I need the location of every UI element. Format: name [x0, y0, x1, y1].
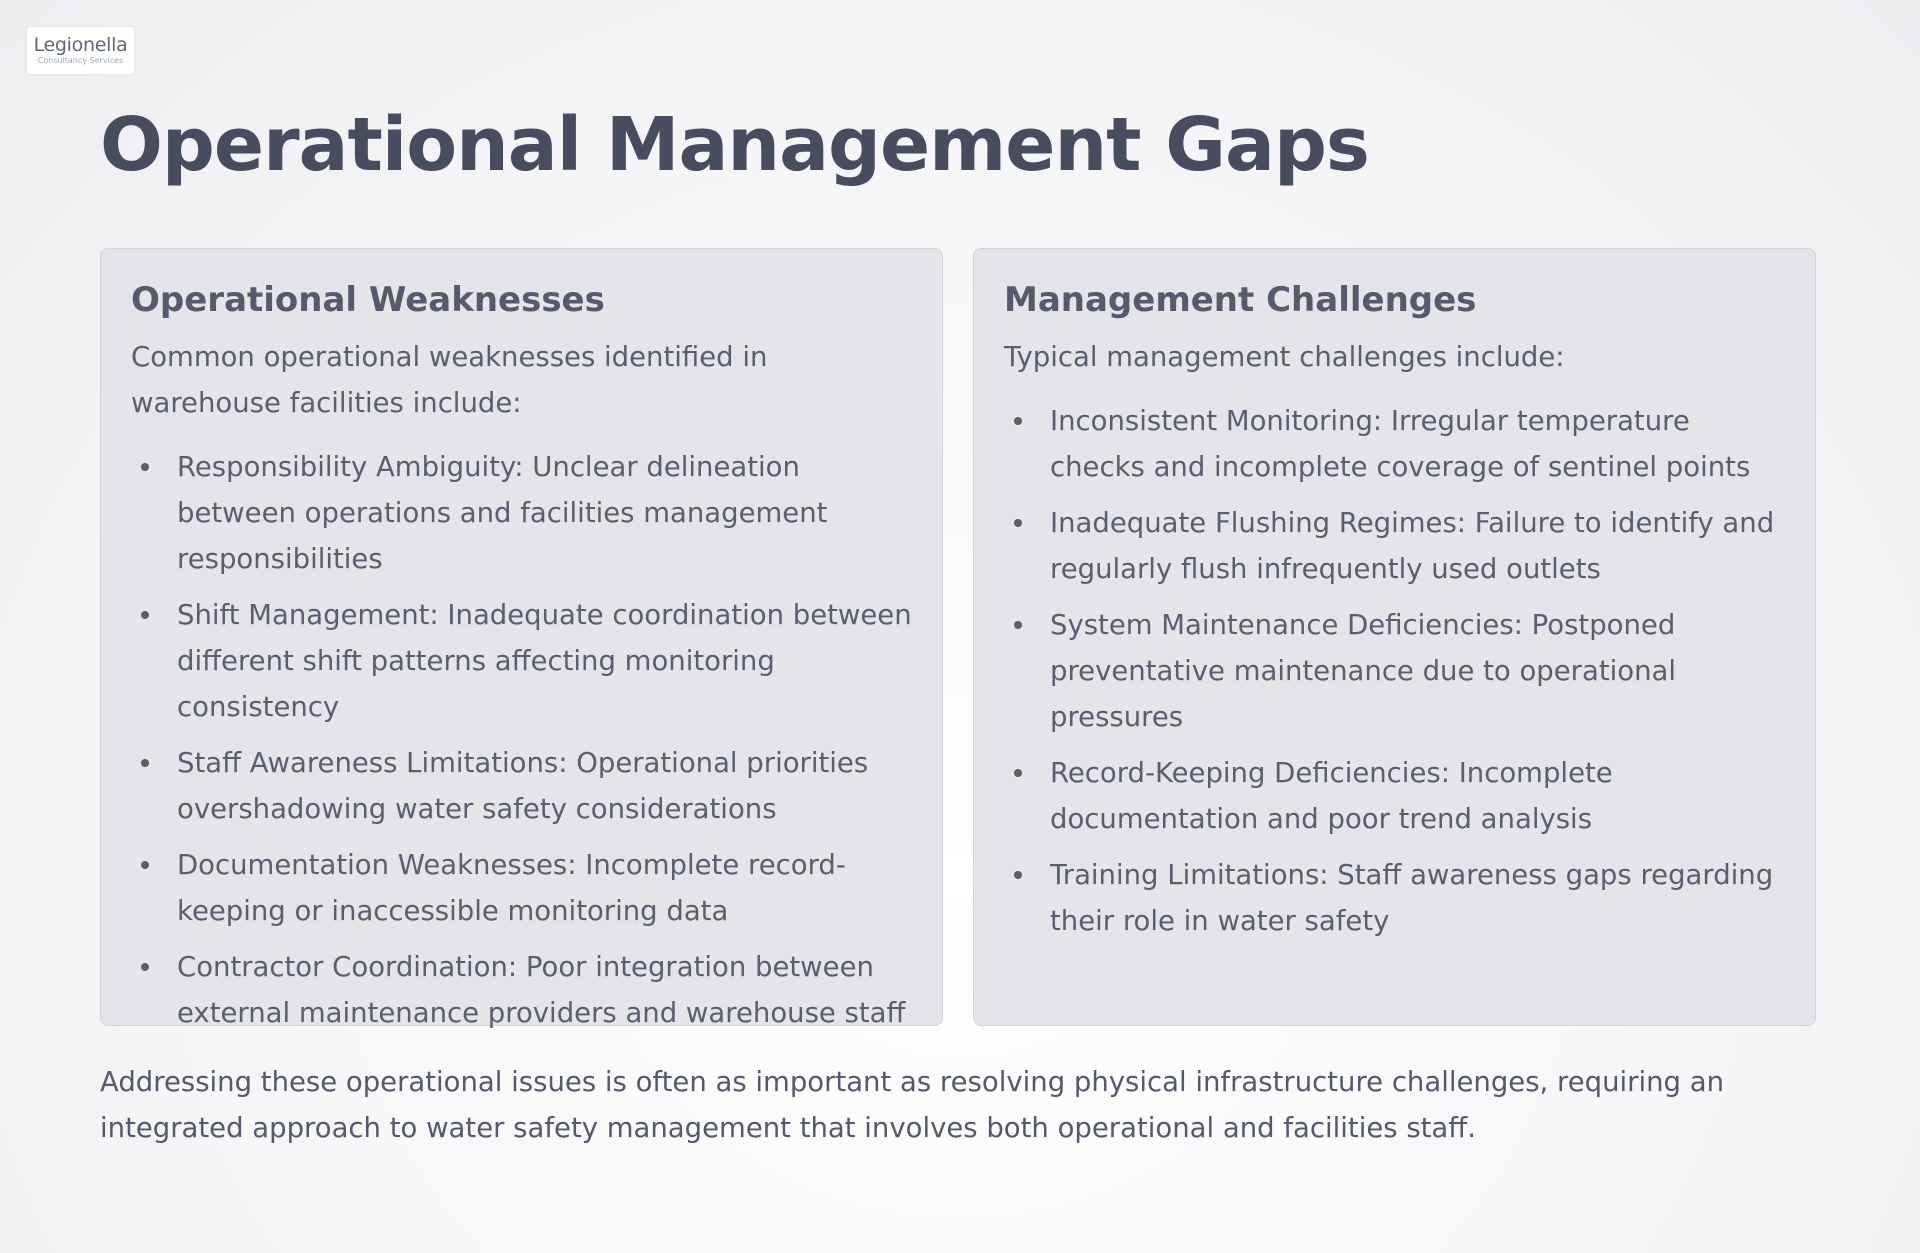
bullet-icon [141, 759, 149, 767]
operational-weaknesses-card [100, 248, 943, 1029]
list-item-text: Responsibility Ambiguity: Unclear delineation between operations and facilities management responsibilities [177, 451, 828, 575]
logo-tagline: Consultancy Services [37, 56, 124, 65]
list-item-text: Inadequate Flushing Regimes: Failure to identify and regularly flush infrequently used outlets [1050, 507, 1775, 585]
bullet-icon [141, 963, 149, 971]
card-title: Management Challenges [1004, 280, 1477, 320]
list-item [1004, 602, 1787, 740]
bullet-icon [1014, 769, 1022, 777]
list-item [131, 444, 914, 582]
bullet-icon [1014, 519, 1022, 527]
bullet-icon [1014, 871, 1022, 879]
summary-text: Addressing these operational issues is often as important as resolving physical infrastructure challenges, requiring an integrated approach to water safety management that involves both operational and facilities staff. [100, 1066, 1725, 1144]
bullet-icon [141, 611, 149, 619]
bullet-icon [141, 861, 149, 869]
list-item-text: Training Limitations: Staff awareness gaps regarding their role in water safety [1050, 859, 1774, 937]
list-item-text: Staff Awareness Limitations: Operational priorities overshadowing water safety considerations [177, 747, 869, 825]
company-logo [27, 27, 134, 74]
list-item [131, 592, 914, 730]
list-item-text: Shift Management: Inadequate coordination between different shift patterns affecting monitoring consistency [177, 599, 912, 723]
page-title: Operational Management Gaps [100, 102, 1369, 188]
list-item-text: Documentation Weaknesses: Incomplete record-keeping or inaccessible monitoring data [177, 849, 846, 927]
list-item [131, 944, 914, 1036]
list-item-text: Inconsistent Monitoring: Irregular temperature checks and incomplete coverage of sentinel points [1050, 405, 1751, 483]
list-item-text: System Maintenance Deficiencies: Postponed preventative maintenance due to operational pressures [1050, 609, 1677, 733]
list-item-text: Contractor Coordination: Poor integration between external maintenance providers and warehouse staff [177, 951, 906, 1029]
list-item [131, 842, 914, 934]
logo-name: Legionella [33, 34, 128, 56]
list-item [1004, 750, 1787, 842]
management-challenges-card [973, 248, 1816, 1026]
card-intro: Common operational weaknesses identified in warehouse facilities include: [131, 341, 768, 419]
list-item-text: Record-Keeping Deficiencies: Incomplete documentation and poor trend analysis [1050, 757, 1613, 835]
bullet-icon [1014, 417, 1022, 425]
list-item [131, 740, 914, 832]
list-item [1004, 398, 1787, 490]
bullet-icon [141, 463, 149, 471]
weaknesses-list [131, 444, 914, 1036]
challenges-list [1004, 398, 1787, 944]
list-item [1004, 500, 1787, 592]
card-intro: Typical management challenges include: [1004, 341, 1565, 373]
bullet-icon [1014, 621, 1022, 629]
list-item [1004, 852, 1787, 944]
card-title: Operational Weaknesses [131, 280, 605, 320]
